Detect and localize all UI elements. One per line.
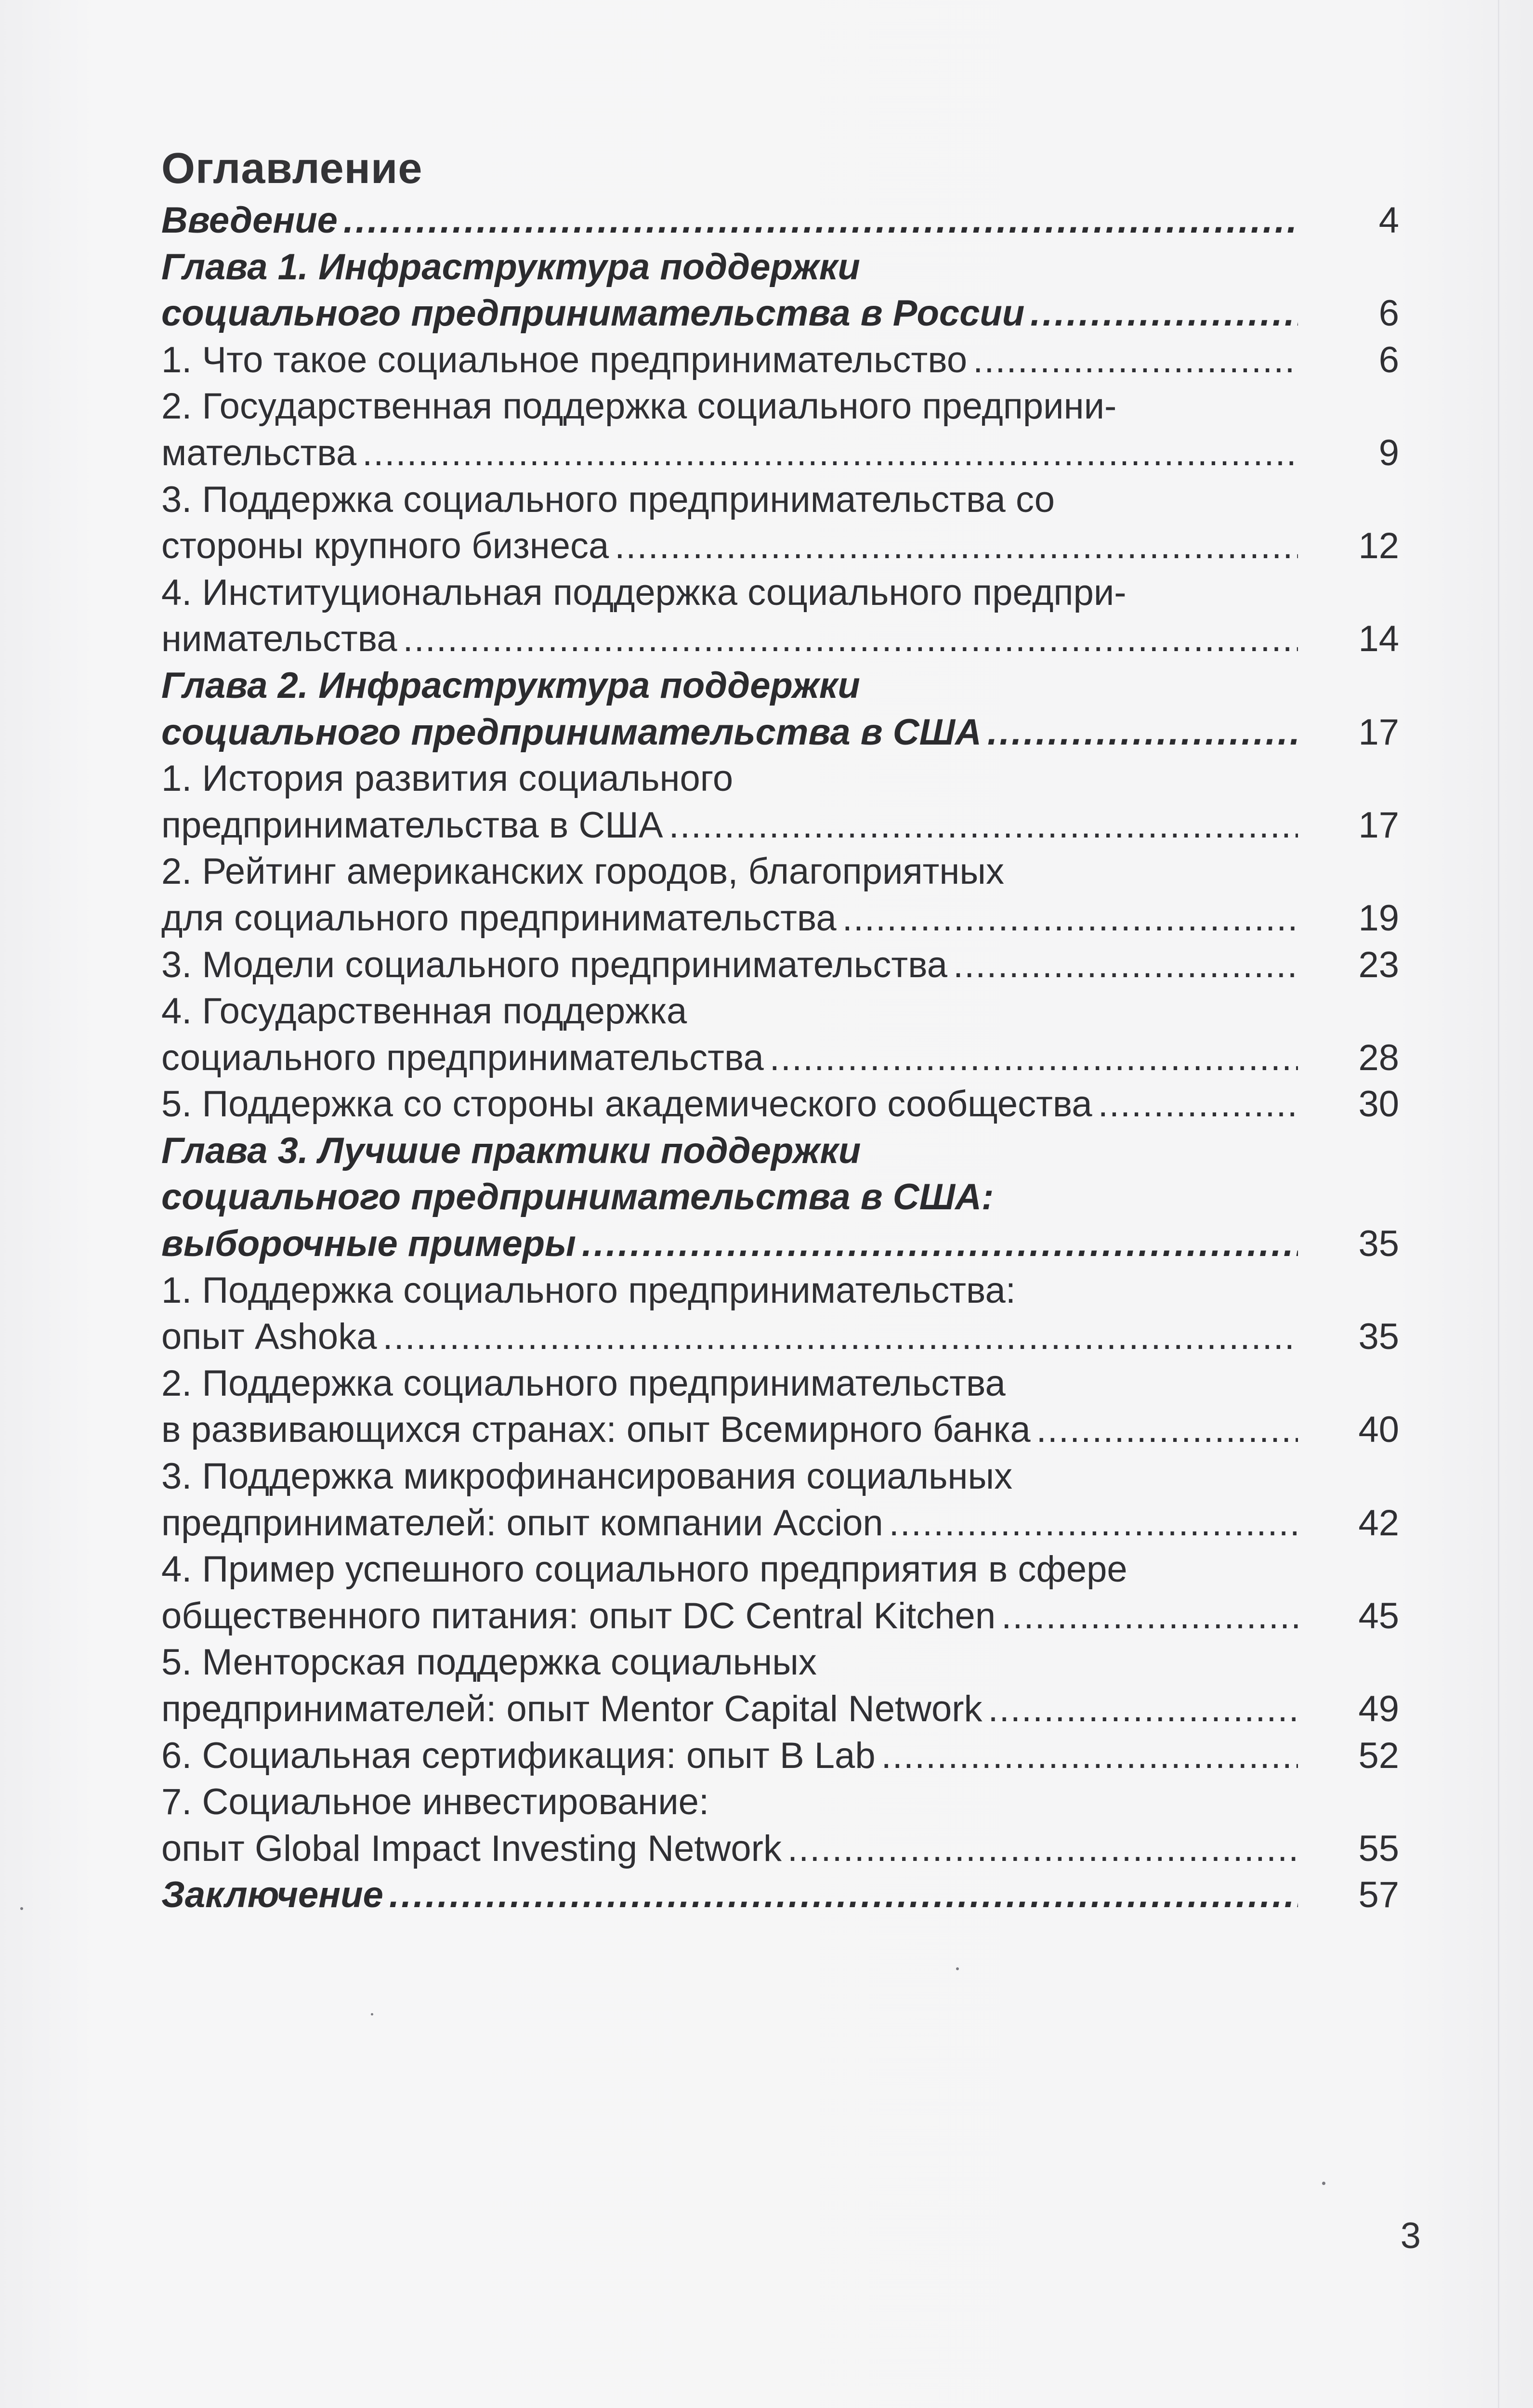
toc-section-entry <box>161 849 1399 942</box>
dot-leader <box>669 802 1298 849</box>
toc-entry-line <box>161 1453 1298 1500</box>
toc-chapter-entry <box>161 1872 1399 1919</box>
toc-entry-text: стороны крупного бизнеса <box>161 525 609 567</box>
toc-entry-text: 5. Поддержка со стороны академического сообщества <box>161 1084 1092 1125</box>
scan-speck <box>20 1907 23 1910</box>
toc-entry-title <box>161 1268 1298 1361</box>
toc-entry-title <box>161 477 1298 570</box>
toc-entry-line <box>161 1268 1298 1314</box>
page-edge <box>1498 0 1499 2408</box>
toc-entry-line <box>161 1686 1298 1733</box>
scan-speck <box>371 2013 373 2015</box>
toc-page-number: 45 <box>1358 1595 1399 1636</box>
toc-entry-text: для социального предпринимательства <box>161 897 837 939</box>
toc-section-entry <box>161 756 1399 849</box>
toc-page-number: 42 <box>1358 1502 1399 1544</box>
toc-entry-line <box>161 802 1298 849</box>
dot-leader <box>1001 1593 1298 1640</box>
dot-leader <box>343 197 1298 244</box>
dot-leader <box>881 1733 1298 1780</box>
toc-entry-text: 2. Поддержка социального предпринимательства <box>161 1362 1006 1404</box>
toc-page-number: 17 <box>1358 804 1399 846</box>
toc-entry-text: нимательства <box>161 618 397 660</box>
dot-leader <box>988 1686 1298 1733</box>
toc-entry-line <box>161 1500 1298 1547</box>
toc-entry-line <box>161 988 1298 1035</box>
toc-section-entry <box>161 1453 1399 1546</box>
toc-entry-line <box>161 244 1298 291</box>
toc-entry-title <box>161 383 1298 476</box>
toc-entry-text: социального предпринимательства в России <box>161 293 1025 334</box>
toc-page-number: 35 <box>1358 1223 1399 1265</box>
toc-entry-text: общественного питания: опыт DC Central Kitchen <box>161 1595 996 1636</box>
toc-entry-text: Глава 3. Лучшие практики поддержки <box>161 1130 861 1171</box>
toc-section-entry <box>161 1546 1399 1639</box>
toc-page-number: 57 <box>1358 1874 1399 1916</box>
toc-page-number: 49 <box>1358 1688 1399 1729</box>
toc-page-number: 12 <box>1358 525 1399 567</box>
toc-entry-title <box>161 244 1298 337</box>
toc-section-entry <box>161 1779 1399 1872</box>
toc-entry-line <box>161 1314 1298 1361</box>
toc-entry-text: 4. Государственная поддержка <box>161 991 687 1032</box>
toc-entry-title <box>161 1639 1298 1732</box>
table-of-contents <box>161 140 1399 1919</box>
toc-entry-title <box>161 1453 1298 1546</box>
toc-entry-title <box>161 197 1298 244</box>
dot-leader <box>842 895 1298 942</box>
scan-speck <box>1322 2182 1325 2185</box>
dot-leader <box>362 430 1298 477</box>
dot-leader <box>1098 1081 1298 1128</box>
toc-page-number: 40 <box>1358 1409 1399 1451</box>
toc-entry-title <box>161 988 1298 1081</box>
toc-entry-line <box>161 849 1298 895</box>
page-number: 3 <box>1400 2215 1421 2256</box>
toc-section-entry <box>161 1733 1399 1780</box>
toc-entry-title <box>161 1128 1298 1268</box>
toc-page-number: 52 <box>1358 1735 1399 1776</box>
toc-chapter-entry <box>161 663 1399 756</box>
toc-page-number: 4 <box>1378 200 1399 241</box>
toc-entry-text: мательства <box>161 432 357 473</box>
toc-entry-line <box>161 1361 1298 1407</box>
toc-page-number: 6 <box>1378 293 1399 334</box>
toc-page-number: 35 <box>1358 1316 1399 1358</box>
toc-entry-text: 2. Рейтинг американских городов, благоприятных <box>161 851 1005 892</box>
toc-section-entry <box>161 988 1399 1081</box>
dot-leader <box>389 1872 1298 1919</box>
toc-entry-line <box>161 756 1298 802</box>
toc-entry-line <box>161 1221 1298 1268</box>
toc-entry-text: 6. Социальная сертификация: опыт B Lab <box>161 1735 876 1776</box>
dot-leader <box>582 1221 1298 1268</box>
scan-speck <box>956 1967 959 1970</box>
toc-entry-line <box>161 290 1298 337</box>
toc-entry-line <box>161 1128 1298 1175</box>
toc-entry-title <box>161 849 1298 942</box>
toc-section-entry <box>161 1081 1399 1128</box>
toc-section-entry <box>161 942 1399 989</box>
toc-page-number: 55 <box>1358 1828 1399 1869</box>
toc-entry-text: в развивающихся странах: опыт Всемирного банка <box>161 1409 1031 1451</box>
toc-chapter-entry <box>161 244 1399 337</box>
toc-entry-line <box>161 1593 1298 1640</box>
dot-leader <box>1030 290 1298 337</box>
toc-page-number: 19 <box>1358 897 1399 939</box>
toc-entry-text: Введение <box>161 200 338 241</box>
toc-section-entry <box>161 477 1399 570</box>
toc-entry-text: социального предпринимательства в США: <box>161 1177 994 1218</box>
toc-chapter-entry <box>161 1128 1399 1268</box>
toc-entry-text: опыт Global Impact Investing Network <box>161 1828 782 1869</box>
toc-entry-line <box>161 523 1298 570</box>
toc-entry-text: Заключение <box>161 1874 383 1916</box>
toc-entry-text: 1. Что такое социальное предпринимательство <box>161 339 968 380</box>
toc-entry-title <box>161 1779 1298 1872</box>
toc-entry-title <box>161 337 1298 384</box>
toc-entry-line <box>161 709 1298 756</box>
toc-entry-line <box>161 663 1298 709</box>
toc-entry-line <box>161 1407 1298 1453</box>
toc-page-number: 14 <box>1358 618 1399 660</box>
toc-entry-line <box>161 1872 1298 1919</box>
toc-page-number: 9 <box>1378 432 1399 473</box>
toc-entry-line <box>161 1546 1298 1593</box>
toc-section-entry <box>161 337 1399 384</box>
toc-entry-text: 4. Институциональная поддержка социального предпри- <box>161 572 1127 613</box>
toc-entry-line <box>161 477 1298 523</box>
toc-entry-line <box>161 1733 1298 1780</box>
toc-entry-text: опыт Ashoka <box>161 1316 377 1358</box>
toc-section-entry <box>161 1268 1399 1361</box>
toc-entry-text: 3. Поддержка микрофинансирования социальных <box>161 1456 1013 1497</box>
toc-entry-line <box>161 942 1298 989</box>
toc-entry-text: предпринимателей: опыт Mentor Capital Network <box>161 1688 983 1729</box>
toc-page-number: 28 <box>1358 1037 1399 1078</box>
toc-page-number: 6 <box>1378 339 1399 380</box>
toc-chapter-entry <box>161 197 1399 244</box>
dot-leader <box>787 1826 1298 1872</box>
toc-entry-text: 2. Государственная поддержка социального предприни- <box>161 386 1117 427</box>
toc-entry-line <box>161 197 1298 244</box>
toc-entry-text: 1. История развития социального <box>161 758 734 799</box>
toc-page-number: 30 <box>1358 1084 1399 1125</box>
toc-entry-title <box>161 1733 1298 1780</box>
dot-leader <box>987 709 1298 756</box>
toc-entry-text: предпринимателей: опыт компании Accion <box>161 1502 883 1544</box>
toc-page-number: 17 <box>1358 711 1399 753</box>
dot-leader <box>973 337 1298 384</box>
toc-heading: Оглавление <box>161 144 423 193</box>
dot-leader <box>953 942 1298 989</box>
toc-entry-title <box>161 1872 1298 1919</box>
toc-section-entry <box>161 1361 1399 1453</box>
dot-leader <box>382 1314 1298 1361</box>
toc-entry-line <box>161 1174 1298 1221</box>
toc-entry-line <box>161 1779 1298 1826</box>
toc-entry-text: 3. Модели социального предпринимательства <box>161 944 947 985</box>
toc-entry-text: 7. Социальное инвестирование: <box>161 1781 709 1823</box>
toc-entry-line <box>161 1826 1298 1872</box>
toc-entry-text: выборочные примеры <box>161 1223 576 1265</box>
toc-entry-title <box>161 942 1298 989</box>
toc-entry-title <box>161 1361 1298 1453</box>
toc-entries <box>161 197 1399 1919</box>
toc-page-number: 23 <box>1358 944 1399 985</box>
toc-entry-line <box>161 1035 1298 1082</box>
toc-entry-text: предпринимательства в США <box>161 804 663 846</box>
toc-entry-text: социального предпринимательства в США <box>161 711 982 753</box>
toc-section-entry <box>161 1639 1399 1732</box>
toc-entry-title <box>161 663 1298 756</box>
toc-entry-title <box>161 570 1298 663</box>
toc-entry-title <box>161 1081 1298 1128</box>
toc-entry-text: Глава 1. Инфраструктура поддержки <box>161 246 860 288</box>
toc-entry-line <box>161 337 1298 384</box>
toc-entry-text: социального предпринимательства <box>161 1037 764 1078</box>
toc-entry-text: 1. Поддержка социального предпринимательства: <box>161 1269 1016 1311</box>
toc-entry-line <box>161 616 1298 663</box>
toc-entry-line <box>161 895 1298 942</box>
toc-entry-line <box>161 1639 1298 1686</box>
toc-entry-line <box>161 1081 1298 1128</box>
toc-entry-title <box>161 756 1298 849</box>
toc-entry-line <box>161 383 1298 430</box>
toc-entry-line <box>161 430 1298 477</box>
dot-leader <box>1036 1407 1298 1453</box>
dot-leader <box>403 616 1298 663</box>
dot-leader <box>770 1035 1298 1082</box>
toc-entry-title <box>161 1546 1298 1639</box>
toc-entry-text: Глава 2. Инфраструктура поддержки <box>161 665 860 706</box>
dot-leader <box>615 523 1298 570</box>
dot-leader <box>889 1500 1298 1547</box>
toc-section-entry <box>161 570 1399 663</box>
toc-entry-text: 3. Поддержка социального предпринимательства со <box>161 479 1055 520</box>
toc-entry-text: 5. Менторская поддержка социальных <box>161 1642 817 1683</box>
toc-entry-line <box>161 570 1298 616</box>
toc-entry-text: 4. Пример успешного социального предприятия в сфере <box>161 1549 1127 1590</box>
toc-section-entry <box>161 383 1399 476</box>
